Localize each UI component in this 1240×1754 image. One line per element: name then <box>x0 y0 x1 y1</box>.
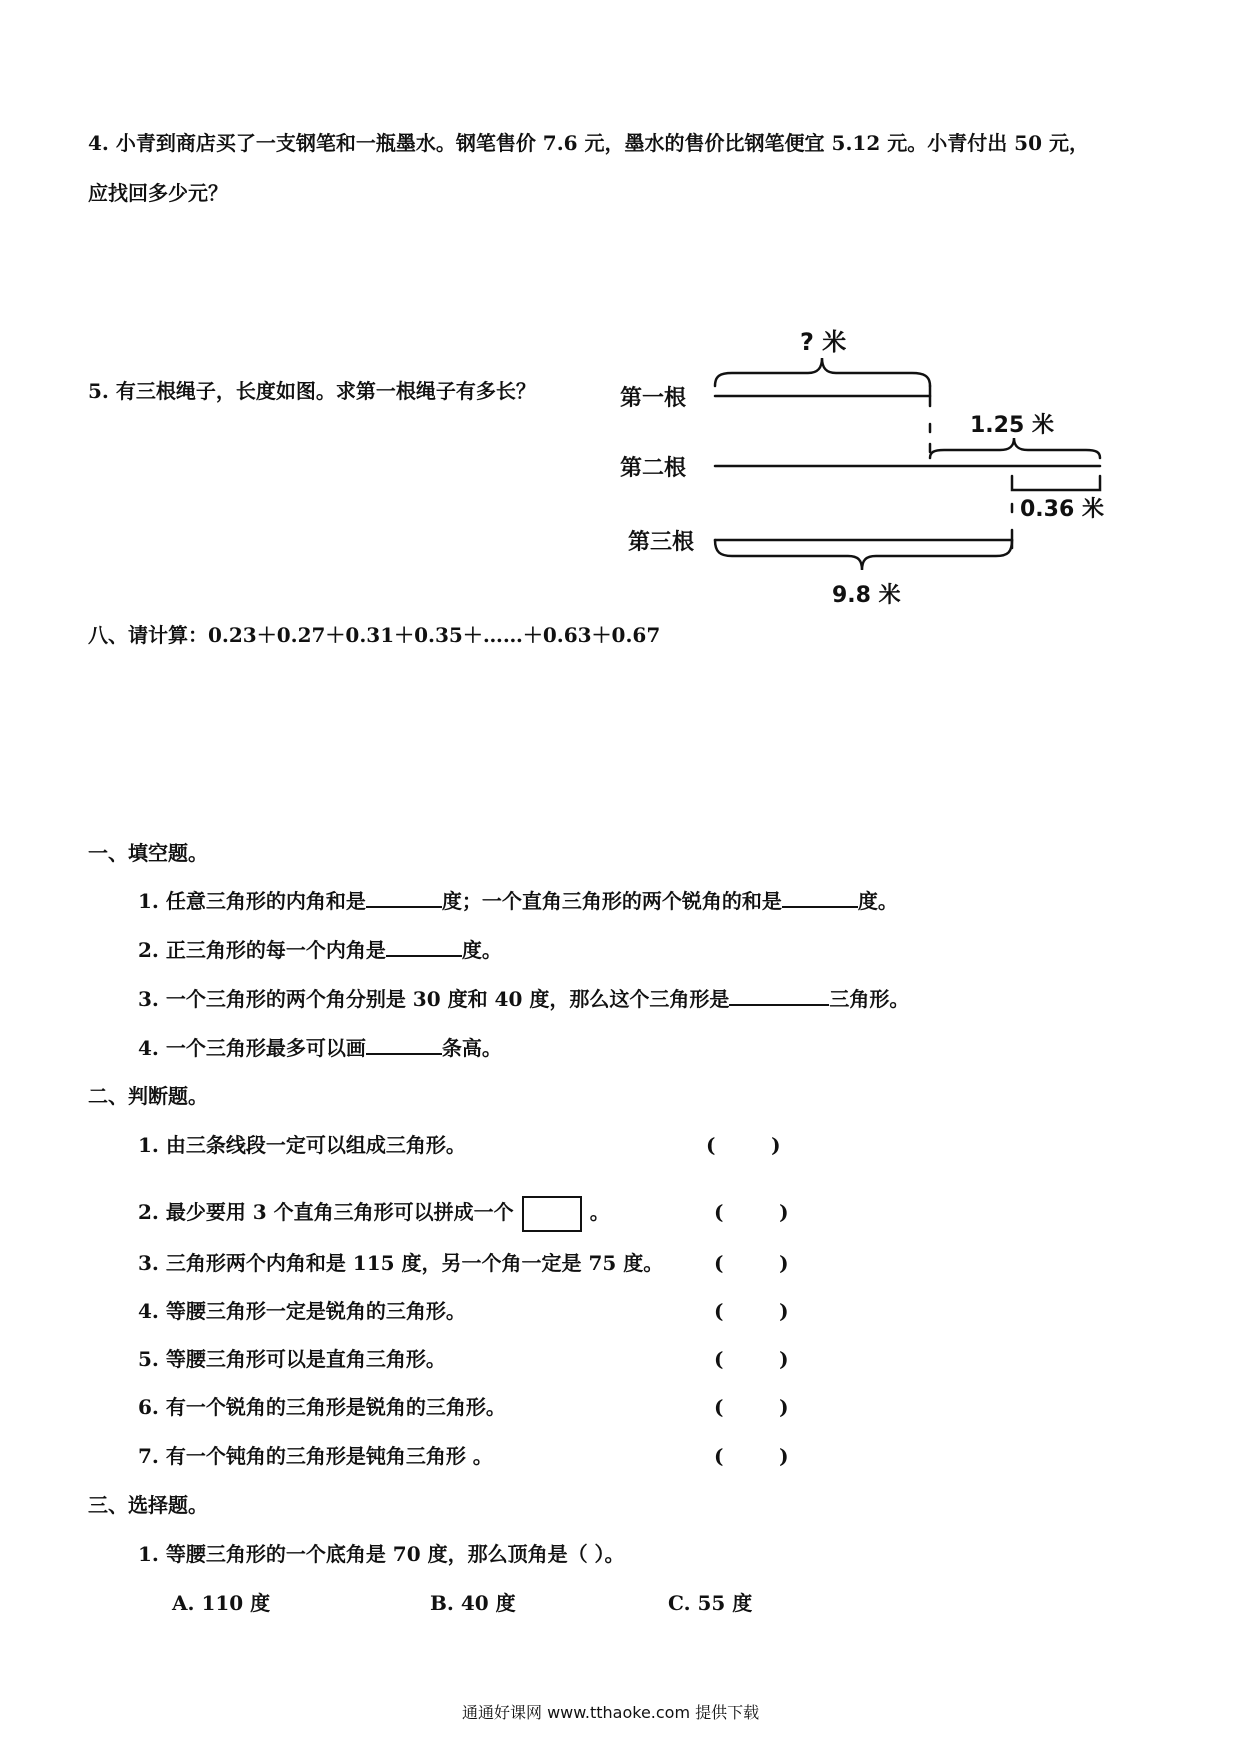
rope-1-label: 第一根 <box>620 386 687 411</box>
judge-answer-7[interactable]: ( ) <box>714 1444 789 1468</box>
judge-answer-5[interactable]: ( ) <box>714 1347 789 1371</box>
judge-item-7: 7. 有一个钝角的三角形是钝角三角形 。 <box>138 1444 493 1468</box>
rope-2-label: 第二根 <box>620 456 687 481</box>
unknown-length-label: ? 米 <box>800 328 847 356</box>
judge-answer-3[interactable]: ( ) <box>714 1251 789 1275</box>
answer-blank[interactable] <box>366 888 442 908</box>
small-length-label: 0.36 米 <box>1020 497 1104 522</box>
fill-question-2: 2. 正三角形的每一个内角是 度。 <box>138 938 502 962</box>
rope-diagram <box>600 320 1140 610</box>
judge-item-1: 1. 由三条线段一定可以组成三角形。 <box>138 1133 466 1157</box>
rope-3-label: 第三根 <box>628 530 695 555</box>
judge-heading: 二、判断题。 <box>88 1084 208 1108</box>
judge-item-3: 3. 三角形两个内角和是 115 度，另一个角一定是 75 度。 <box>138 1251 664 1275</box>
choice-option-a[interactable]: A. 110 度 <box>172 1591 271 1615</box>
problem-8: 八、请计算：0.23＋0.27＋0.31＋0.35＋……＋0.63＋0.67 <box>88 623 661 647</box>
problem-5: 5. 有三根绳子，长度如图。求第一根绳子有多长？ <box>88 379 536 403</box>
choice-heading: 三、选择题。 <box>88 1493 208 1517</box>
rope-3-brace <box>715 540 1012 570</box>
judge-item-2: 2. 最少要用 3 个直角三角形可以拼成一个 。 <box>138 1194 610 1232</box>
problem-4-line-2: 应找回多少元？ <box>88 181 228 205</box>
choice-question-1: 1. 等腰三角形的一个底角是 70 度，那么顶角是（ ）。 <box>138 1542 625 1566</box>
fill-question-4: 4. 一个三角形最多可以画 条高。 <box>138 1036 502 1060</box>
rectangle-shape-icon <box>522 1196 582 1232</box>
judge-answer-6[interactable]: ( ) <box>714 1395 789 1419</box>
rope-1-brace <box>715 358 930 386</box>
fill-question-3: 3. 一个三角形的两个角分别是 30 度和 40 度，那么这个三角形是 三角形。 <box>138 987 910 1011</box>
small-bracket <box>1012 476 1100 490</box>
judge-answer-4[interactable]: ( ) <box>714 1299 789 1323</box>
judge-item-6: 6. 有一个锐角的三角形是锐角的三角形。 <box>138 1395 506 1419</box>
choice-option-b[interactable]: B. 40 度 <box>430 1591 516 1615</box>
diff-brace <box>930 438 1100 458</box>
judge-answer-2[interactable]: ( ) <box>714 1200 789 1224</box>
judge-answer-1[interactable]: ( ) <box>706 1133 781 1157</box>
answer-blank[interactable] <box>729 986 829 1006</box>
answer-blank[interactable] <box>366 1035 442 1055</box>
fill-question-1: 1. 任意三角形的内角和是 度；一个直角三角形的两个锐角的和是 度。 <box>138 889 898 913</box>
choice-option-c[interactable]: C. 55 度 <box>668 1591 753 1615</box>
rope-3-length-label: 9.8 米 <box>832 583 901 608</box>
diff-length-label: 1.25 米 <box>970 413 1054 438</box>
judge-item-5: 5. 等腰三角形可以是直角三角形。 <box>138 1347 446 1371</box>
judge-item-4: 4. 等腰三角形一定是锐角的三角形。 <box>138 1299 466 1323</box>
answer-blank[interactable] <box>386 937 462 957</box>
fill-heading: 一、填空题。 <box>88 841 208 865</box>
problem-4-line-1: 4. 小青到商店买了一支钢笔和一瓶墨水。钢笔售价 7.6 元，墨水的售价比钢笔便宜 5.12 元。小青付出 50 元， <box>88 131 1089 155</box>
answer-blank[interactable] <box>782 888 858 908</box>
footer-source: 通通好课网 www.tthaoke.com 提供下载 <box>462 1703 760 1722</box>
